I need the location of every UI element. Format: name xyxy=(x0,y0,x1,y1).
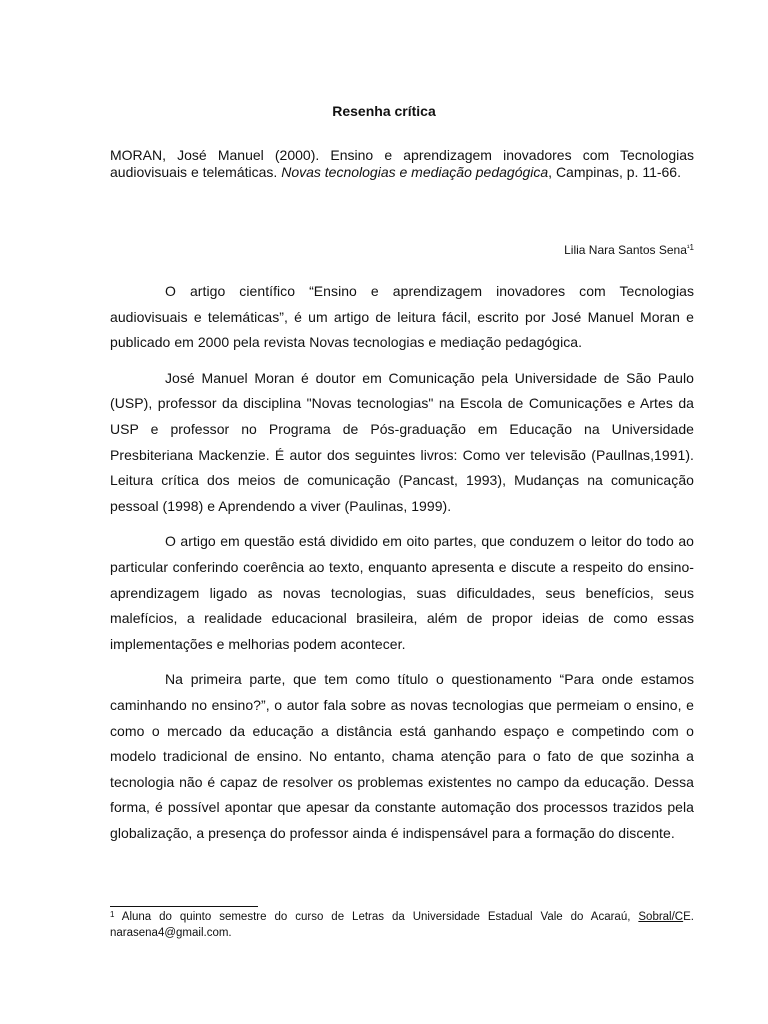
footnote-contact: E. narasena4@gmail.com. xyxy=(110,911,694,939)
paragraph: O artigo em questão está dividido em oito partes, que conduzem o leitor do todo ao particular conferindo coerência ao texto, enquanto apresenta e discute a respeito do ensino-aprendizagem ligado as novas tecnologias, suas dificuldades, seus benefícios, seus malefícios, a realidade educacional brasileira, além de propor ideias de como essas implementações e melhorias podem acontecer. xyxy=(110,533,694,652)
document-title: Resenha crítica xyxy=(332,103,436,119)
author-line xyxy=(110,243,694,257)
paragraph: Na primeira parte, que tem como título o questionamento “Para onde estamos caminhando no ensino?”, o autor fala sobre as novas tecnologias que permeiam o ensino, e como o mercado da educação a distância está ganhando espaço e competindo com o modelo tradicional de ensino. No entanto, chama atenção para o fato de que sozinha a tecnologia não é capaz de resolver os problemas existentes no campo da educação. Dessa forma, é possível apontar que apesar da constante automação dos processos trazidos pela globalização, a presença do professor ainda é indispensável para a formação do discente. xyxy=(110,671,694,841)
footnote-mark: 1 xyxy=(110,910,115,919)
paragraph: O artigo científico “Ensino e aprendizagem inovadores com Tecnologias audiovisuais e telemáticas”, é um artigo de leitura fácil, escrito por José Manuel Moran e publicado em 2000 pela revista Novas tecnologias e mediação pedagógica. xyxy=(110,283,694,351)
footnote-location: Sobral/C xyxy=(638,911,684,923)
reference-authors: MORAN, José Manuel (2000). Ensino e aprendizagem inovadores com Tecnologias audiovisuais e telemáticas. xyxy=(110,147,694,180)
footnote xyxy=(110,909,694,941)
reference-journal: Novas tecnologias e mediação pedagógica xyxy=(281,164,549,180)
paragraph: José Manuel Moran é doutor em Comunicação pela Universidade de São Paulo (USP), professor da disciplina "Novas tecnologias" na Escola de Comunicações e Artes da USP e professor no Programa de Pós-graduação em Educação na Universidade Presbiteriana Mackenzie. É autor dos seguintes livros: Como ver televisão (Paullnas,1991). Leitura crítica dos meios de comunicação (Pancast, 1993), Mudanças na comunicação pessoal (1998) e Aprendendo a viver (Paulinas, 1999). xyxy=(110,369,694,514)
reference-details: , Campinas, p. 11-66. xyxy=(548,164,681,180)
footnote-text: Aluna do quinto semestre do curso de Letras da Universidade Estadual Vale do Acaraú, xyxy=(114,911,639,923)
author-footnote-mark: ¹1 xyxy=(686,243,694,252)
author-name: Lilia Nara Santos Sena xyxy=(564,243,687,257)
footnote-separator xyxy=(110,906,258,907)
bibliographic-reference xyxy=(110,147,694,181)
body-text xyxy=(110,279,694,856)
